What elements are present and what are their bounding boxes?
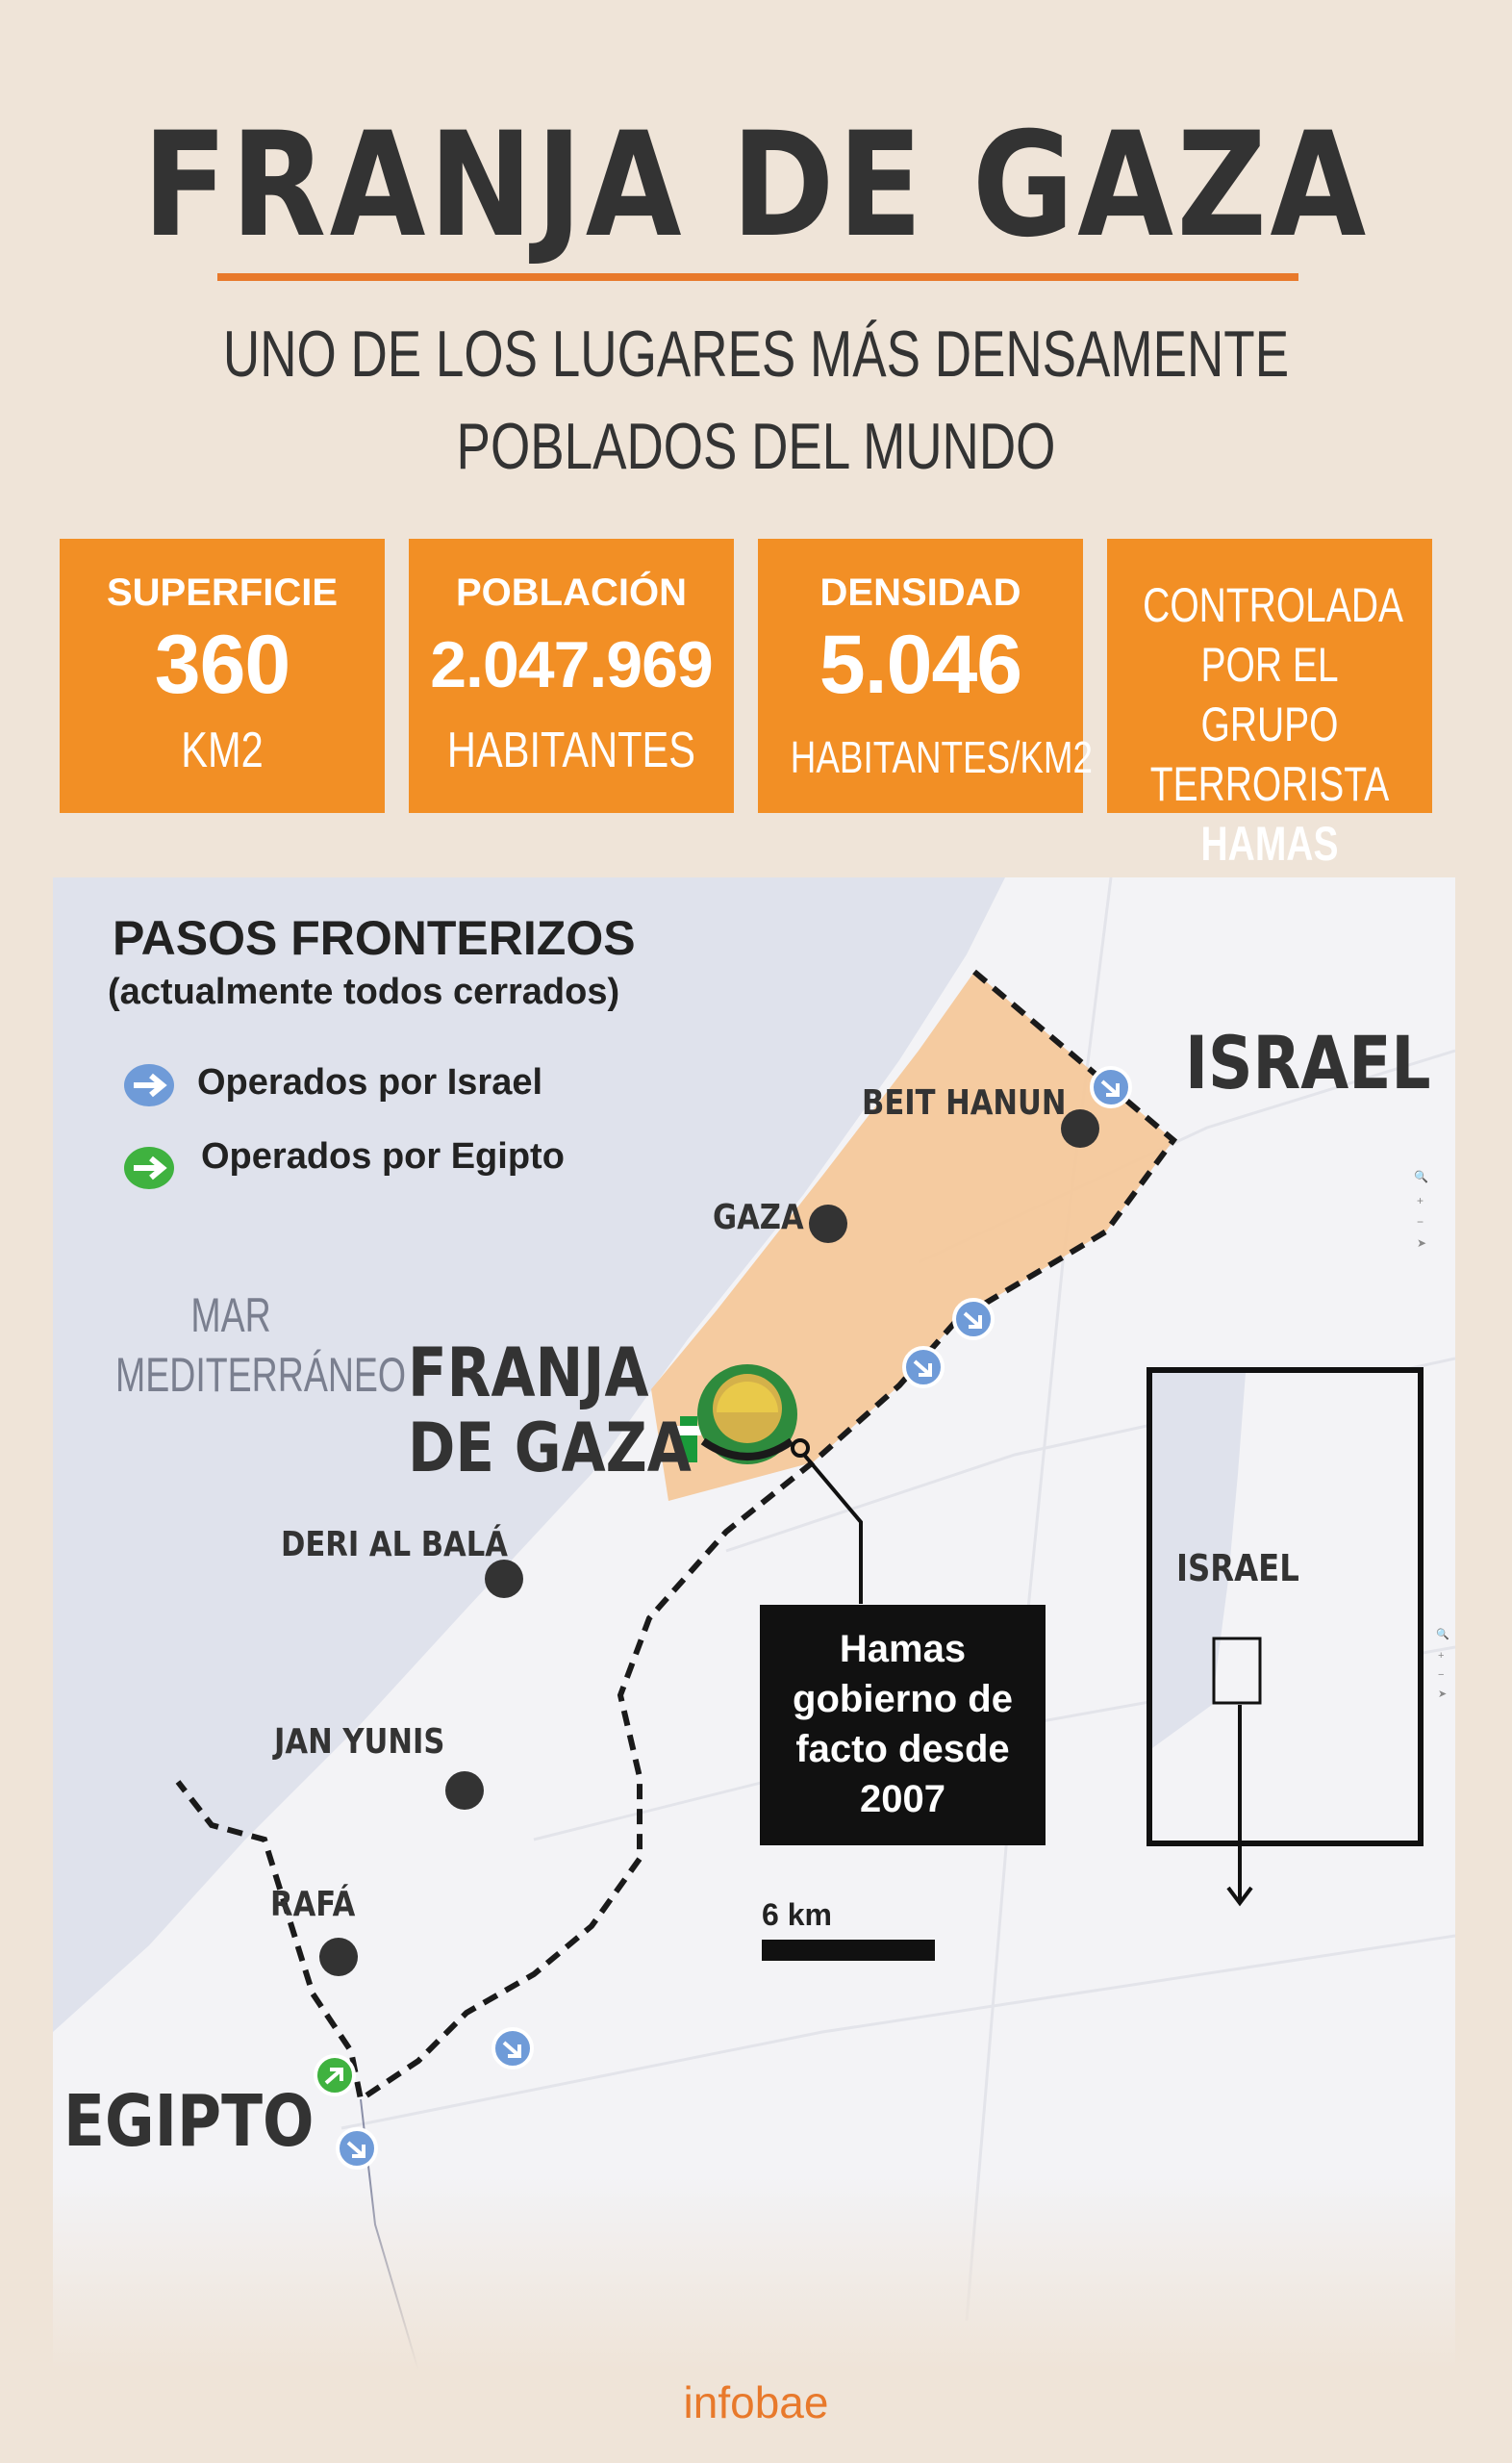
page-subtitle <box>166 308 1346 493</box>
control-line-2: GRUPO TERRORISTA <box>1149 698 1390 811</box>
franja-label-line-2: DE GAZA <box>408 1409 692 1487</box>
page-title: FRANJA DE GAZA <box>142 102 1370 269</box>
stat-unit: HABITANTES/KM2 <box>790 732 1094 782</box>
crossing-israel-1 <box>1092 1068 1130 1106</box>
city-label-deri-al-bala: DERI AL BALÁ <box>281 1525 508 1564</box>
control-text <box>1143 575 1404 874</box>
franja-label-line-1: FRANJA <box>408 1333 649 1412</box>
hamas-box-line-1: Hamas <box>839 1628 967 1670</box>
stat-value: 2.047.969 <box>430 628 713 701</box>
hamas-info-box <box>760 1605 1046 1845</box>
franja-label <box>408 1335 692 1485</box>
sea-label-line-2: MEDITERRÁNEO <box>115 1348 407 1402</box>
svg-text:➤: ➤ <box>1417 1236 1427 1250</box>
scale-label: 6 km <box>762 1897 832 1932</box>
stat-label: POBLACIÓN <box>456 571 687 614</box>
crossing-israel-3 <box>904 1348 943 1386</box>
pasos-subtitle: (actualmente todos cerrados) <box>108 972 620 1012</box>
legend-israel-icon <box>124 1064 174 1106</box>
city-label-beit-hanun: BEIT HANUN <box>862 1083 1067 1123</box>
israel-label: ISRAEL <box>1185 1020 1431 1105</box>
city-dot-rafa <box>319 1938 358 1976</box>
title-divider <box>217 273 1298 281</box>
crossing-egypt-1 <box>315 2056 354 2095</box>
egypt-label: EGIPTO <box>63 2080 315 2163</box>
svg-text:+: + <box>1438 1650 1445 1662</box>
control-line-1: CONTROLADA POR EL <box>1143 578 1404 692</box>
stat-label: SUPERFICIE <box>106 571 339 614</box>
sea-label-line-1: MAR <box>190 1288 271 1342</box>
stat-value: 5.046 <box>819 619 1022 711</box>
hamas-box-line-4: 2007 <box>860 1778 945 1820</box>
svg-text:🔍: 🔍 <box>1436 1629 1449 1640</box>
city-dot-beit-hanun <box>1061 1109 1099 1148</box>
svg-text:−: − <box>1438 1669 1445 1681</box>
svg-text:🔍: 🔍 <box>1414 1170 1428 1183</box>
stat-poblacion <box>409 539 734 813</box>
hamas-box-line-3: facto desde <box>795 1728 1010 1770</box>
crossing-israel-2 <box>954 1300 993 1338</box>
city-label-jan-yunis: JAN YUNIS <box>274 1722 445 1762</box>
inset-israel-label: ISRAEL <box>1176 1547 1299 1589</box>
subtitle-line-2: POBLADOS DEL MUNDO <box>456 410 1056 483</box>
pasos-title: PASOS FRONTERIZOS <box>113 911 636 965</box>
svg-text:➤: ➤ <box>1438 1689 1448 1700</box>
sea-label <box>115 1285 407 1405</box>
legend-egypt-icon <box>124 1147 174 1189</box>
crossing-israel-5 <box>338 2129 376 2168</box>
city-label-gaza: GAZA <box>713 1198 804 1237</box>
hamas-box-line-2: gobierno de <box>793 1678 1013 1720</box>
bottom-fade <box>53 2176 1455 2371</box>
legend-label-egypt: Operados por Egipto <box>201 1136 565 1177</box>
stat-unit: HABITANTES <box>446 723 696 778</box>
stat-control <box>1107 539 1432 871</box>
scale-bar <box>762 1940 935 1961</box>
stat-value: 360 <box>154 619 290 711</box>
legend-label-israel: Operados por Israel <box>197 1062 543 1103</box>
brand-logo: infobae <box>683 2377 829 2427</box>
crossing-israel-4 <box>493 2029 532 2068</box>
stat-superficie <box>60 539 385 813</box>
stat-unit: KM2 <box>181 723 264 778</box>
city-dot-deri-al-bala <box>485 1560 523 1598</box>
stat-densidad <box>758 539 1094 813</box>
control-line-3: HAMAS <box>1200 817 1339 871</box>
subtitle-line-1: UNO DE LOS LUGARES MÁS DENSAMENTE <box>222 317 1290 391</box>
city-dot-jan-yunis <box>445 1771 484 1810</box>
city-dot-gaza <box>809 1205 847 1243</box>
svg-text:−: − <box>1417 1215 1424 1229</box>
svg-text:+: + <box>1417 1194 1424 1207</box>
city-label-rafa: RAFÁ <box>270 1885 356 1924</box>
stat-label: DENSIDAD <box>819 571 1021 614</box>
